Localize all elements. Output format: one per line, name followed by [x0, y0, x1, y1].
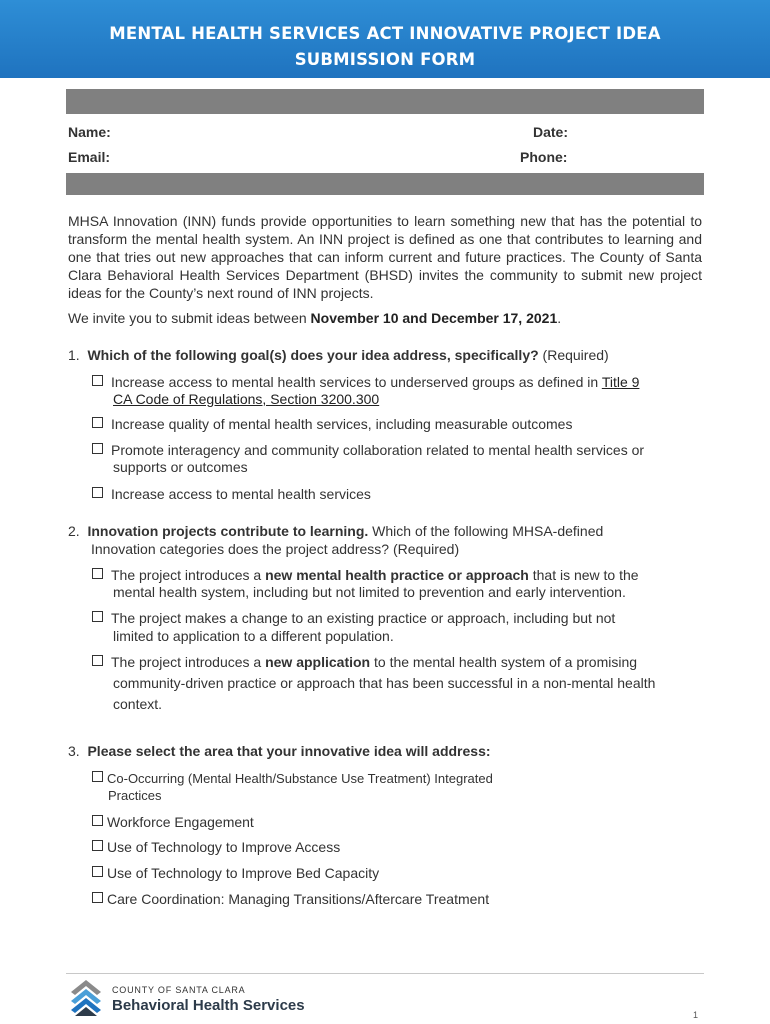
q3-option-4[interactable] [92, 864, 379, 882]
checkbox-icon[interactable] [92, 892, 103, 903]
q2-option-3-bold: new application [265, 654, 371, 670]
q2-option-2[interactable] [92, 609, 615, 627]
question-1-rest: (Required) [538, 347, 609, 363]
q2-option-1-post: that is new to the [528, 567, 639, 583]
q2-option-1[interactable] [92, 566, 639, 584]
form-title-line1: MENTAL HEALTH SERVICES ACT INNOVATIVE PROJECT IDEA [109, 24, 661, 43]
q2-option-3-pre: The project introduces a [111, 654, 266, 670]
q2-option-3[interactable] [92, 653, 637, 671]
q2-option-3-line2: community-driven practice or approach that has been successful in a non-mental health [113, 675, 656, 691]
question-3-bold: Please select the area that your innovative idea will address: [87, 743, 491, 759]
section-divider-bottom [66, 173, 704, 195]
q1-option-2-text: Increase quality of mental health services, including measurable outcomes [111, 416, 573, 432]
question-2-number: 2. [68, 523, 80, 539]
checkbox-icon[interactable] [92, 866, 103, 877]
q3-option-5-text: Care Coordination: Managing Transitions/Aftercare Treatment [107, 891, 490, 907]
checkbox-icon[interactable] [92, 375, 103, 386]
invite-prefix: We invite you to submit ideas between [68, 310, 311, 326]
org-name-small: COUNTY OF SANTA CLARA [112, 985, 246, 995]
q3-option-1[interactable] [92, 770, 493, 788]
q3-option-2-text: Workforce Engagement [107, 814, 254, 830]
checkbox-icon[interactable] [92, 611, 103, 622]
checkbox-icon[interactable] [92, 771, 103, 782]
section-divider-top [66, 89, 704, 114]
checkbox-icon[interactable] [92, 417, 103, 428]
phone-label: Phone: [520, 149, 568, 165]
date-label: Date: [533, 124, 569, 140]
q1-option-3[interactable] [92, 441, 644, 459]
q3-option-2[interactable] [92, 813, 254, 831]
ca-code-link[interactable]: CA Code of Regulations, Section 3200.300 [113, 391, 380, 407]
question-2 [68, 522, 603, 540]
q3-option-1-text: Co-Occurring (Mental Health/Substance Use Treatment) Integrated [107, 771, 493, 786]
invite-text [68, 310, 561, 326]
q1-option-3-line2: supports or outcomes [113, 459, 248, 475]
chevron-stack-logo-icon [67, 978, 105, 1018]
q1-option-2[interactable] [92, 415, 572, 433]
org-name-large: Behavioral Health Services [112, 997, 305, 1014]
q3-option-3[interactable] [92, 838, 340, 856]
q1-option-4-text: Increase access to mental health services [111, 486, 371, 502]
question-1 [68, 346, 609, 364]
footer-divider [66, 973, 704, 974]
question-3 [68, 742, 491, 760]
q3-option-5[interactable] [92, 890, 489, 908]
q2-option-2-text: The project makes a change to an existing practice or approach, including but not [111, 610, 616, 626]
q2-option-1-line2: mental health system, including but not limited to prevention and early intervention. [113, 584, 626, 600]
intro-paragraph: MHSA Innovation (INN) funds provide opportunities to learn something new that has the potential to transform the mental health system. An INN project is defined as one that contributes to learning and one that tries out new approaches that can inform current and future practices. The County of Santa Clara Behavioral Health Services Department (BHSD) invites the community to submit new project ideas for the County’s next round of INN projects. [68, 213, 702, 301]
form-header-banner [0, 0, 770, 78]
q1-option-1-line2 [113, 390, 379, 408]
q1-option-1[interactable] [92, 373, 639, 391]
page-number: 1 [693, 1010, 699, 1020]
q3-option-4-text: Use of Technology to Improve Bed Capacity [107, 865, 380, 881]
checkbox-icon[interactable] [92, 487, 103, 498]
q2-option-1-bold: new mental health practice or approach [265, 567, 529, 583]
q2-option-2-line2: limited to application to a different population. [113, 628, 394, 644]
question-1-bold: Which of the following goal(s) does your idea address, specifically? [87, 347, 539, 363]
question-2-line2: Innovation categories does the project address? (Required) [91, 541, 460, 557]
q2-option-1-pre: The project introduces a [111, 567, 266, 583]
question-2-rest: Which of the following MHSA-defined [368, 523, 604, 539]
form-title-line2: SUBMISSION FORM [294, 50, 476, 69]
q3-option-3-text: Use of Technology to Improve Access [107, 839, 341, 855]
checkbox-icon[interactable] [92, 815, 103, 826]
title9-link[interactable]: Title 9 [601, 374, 640, 390]
q1-option-3-text: Promote interagency and community collaboration related to mental health services or [111, 442, 645, 458]
name-label: Name: [68, 124, 111, 140]
email-label: Email: [68, 149, 111, 165]
checkbox-icon[interactable] [92, 655, 103, 666]
checkbox-icon[interactable] [92, 840, 103, 851]
q1-option-1-text: Increase access to mental health services to underserved groups as defined in [111, 374, 602, 390]
q3-option-1-line2: Practices [108, 788, 162, 803]
invite-suffix: . [557, 310, 562, 326]
checkbox-icon[interactable] [92, 443, 103, 454]
invite-dates: November 10 and December 17, 2021 [310, 310, 558, 326]
q2-option-3-post: to the mental health system of a promising [370, 654, 638, 670]
question-2-bold: Innovation projects contribute to learning. [87, 523, 369, 539]
question-3-number: 3. [68, 743, 80, 759]
question-1-number: 1. [68, 347, 80, 363]
q1-option-4[interactable] [92, 485, 371, 503]
q2-option-3-line3: context. [113, 696, 163, 712]
checkbox-icon[interactable] [92, 568, 103, 579]
